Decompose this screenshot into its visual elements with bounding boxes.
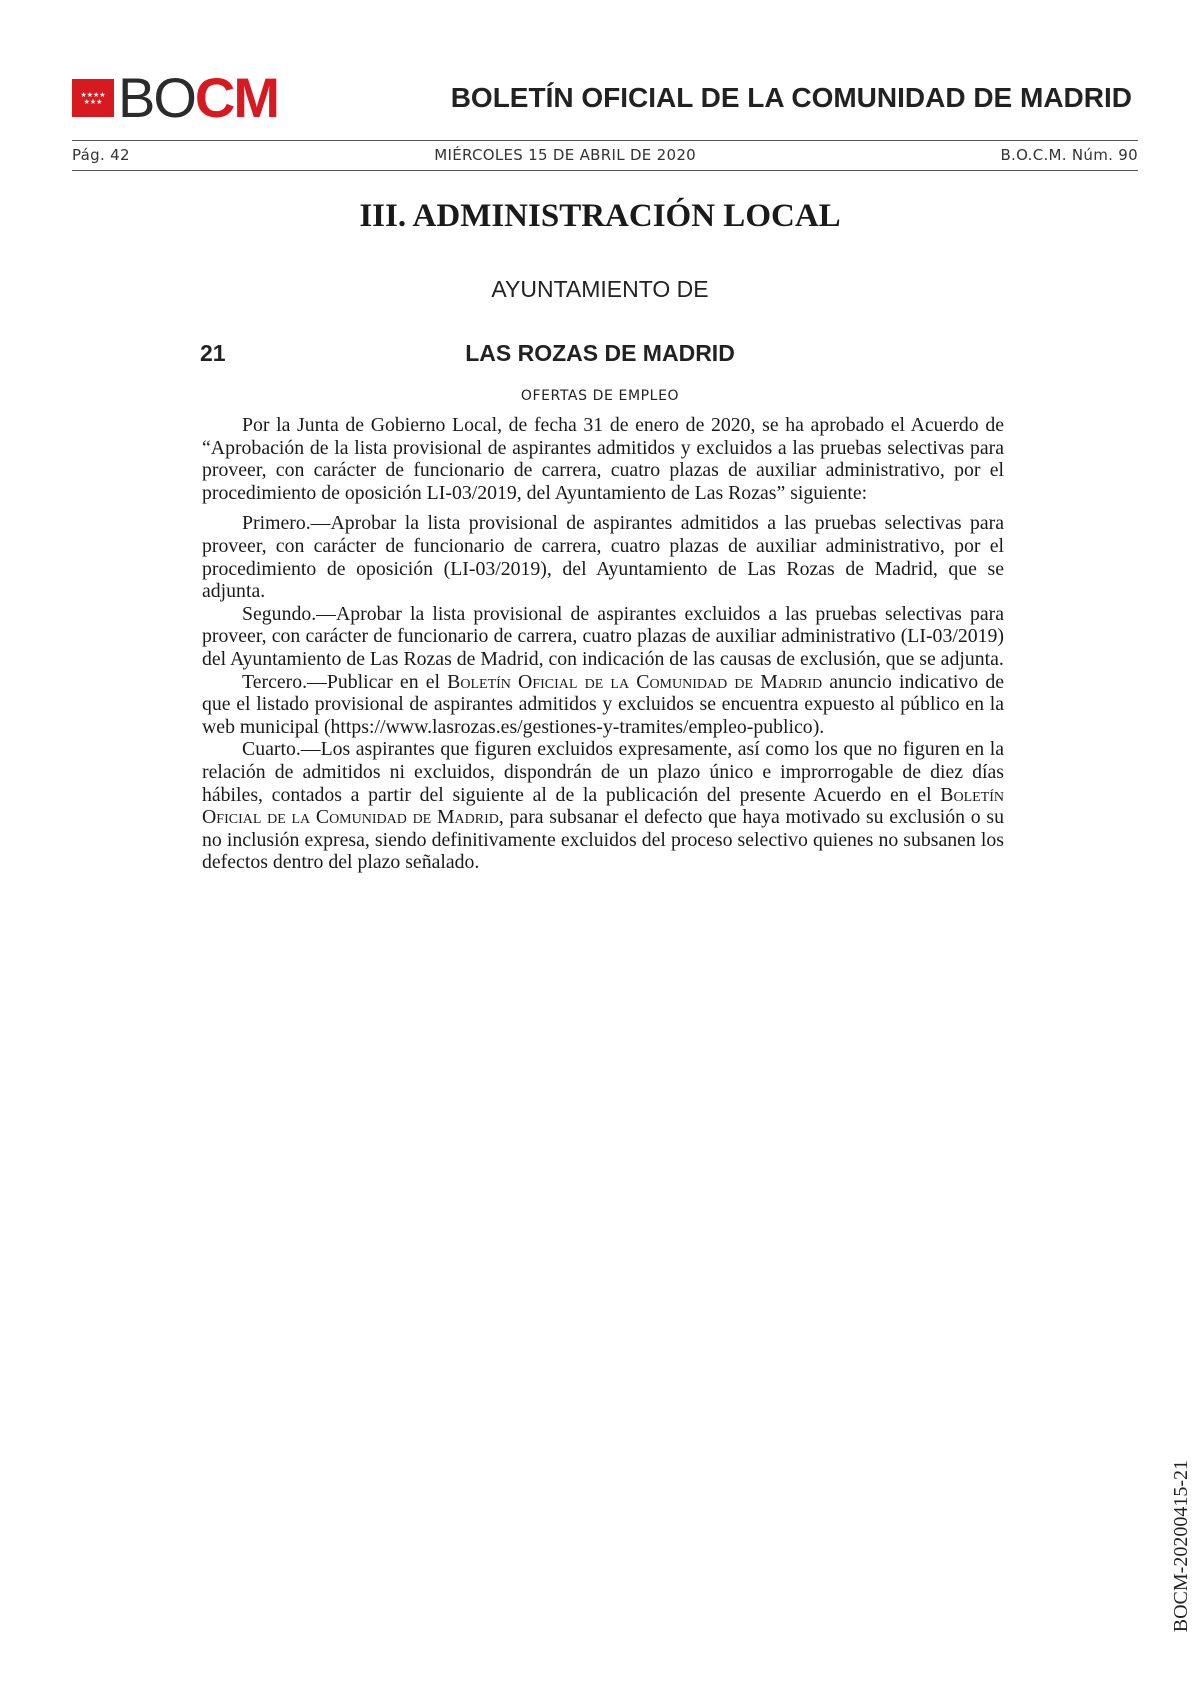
bocm-name-smallcaps: Boletín Oficial de la Comunidad de Madrid xyxy=(202,783,1004,829)
paragraph-tercero: Tercero.—Publicar en el Boletín Oficial de la Comunidad de Madrid anuncio indicativo de que el listado provisional de aspirantes admitidos y excluidos se encuentra expuesto al público en la web municipal (https://www.lasrozas.es/gestiones-y-tramites/empleo-publico). xyxy=(202,670,1004,738)
entry-number: 21 xyxy=(200,340,226,366)
authority-prefix: AYUNTAMIENTO DE xyxy=(491,276,709,302)
logo-wordmark: BOCM xyxy=(118,66,279,129)
subject-heading: OFERTAS DE EMPLEO xyxy=(520,388,680,404)
section-title: III. ADMINISTRACIÓN LOCAL xyxy=(359,198,841,234)
paragraph-cuarto: Cuarto.—Los aspirantes que figuren excluidos expresamente, así como los que no figuren en la relación de admitidos ni excluidos, dispondrán de un plazo único e improrrogable de diez días hábiles, contados a partir del siguiente al de la publicación del presente Acuerdo en el Boletín Oficial de la Comunidad de Madrid, para subsanar el defecto que haya motivado su exclusión o su no inclusión expresa, siendo definitivamente excluidos del proceso selectivo quienes no subsanen los defectos dentro del plazo señalado. xyxy=(202,738,1004,874)
bocm-logo xyxy=(72,66,279,129)
header-meta-row xyxy=(72,146,1138,164)
header-rule-bottom xyxy=(72,170,1138,171)
issue-number: B.O.C.M. Núm. 90 xyxy=(1000,146,1138,164)
bocm-name-smallcaps: Boletín Oficial de la Comunidad de Madrid xyxy=(447,670,823,693)
document-code: BOCM-20200415-21 xyxy=(1170,1460,1192,1633)
paragraph-primero: Primero.—Aprobar la lista provisional de aspirantes admitidos a las pruebas selectivas para proveer, con carácter de funcionario de carrera, cuatro plazas de auxiliar administrativo, por el procedimiento de oposición (LI-03/2019), del Ayuntamiento de Las Rozas de Madrid, que se adjunta. xyxy=(202,512,1004,603)
document-body xyxy=(202,414,1004,874)
issue-date: MIÉRCOLES 15 DE ABRIL DE 2020 xyxy=(434,146,697,164)
publication-title: BOLETÍN OFICIAL DE LA COMUNIDAD DE MADRID xyxy=(450,82,1132,113)
header-rule-top xyxy=(72,140,1138,141)
page-number: Pág. 42 xyxy=(72,146,130,164)
entity-name: LAS ROZAS DE MADRID xyxy=(465,340,735,366)
paragraph-intro: Por la Junta de Gobierno Local, de fecha 31 de enero de 2020, se ha aprobado el Acuerdo de “Aprobación de la lista provisional de aspirantes admitidos y excluidos a las pruebas selectivas para proveer, con carácter de funcionario de carrera, cuatro plazas de auxiliar administrativo, por el procedimiento de oposición LI-03/2019, del Ayuntamiento de Las Rozas” siguiente: xyxy=(202,414,1004,504)
madrid-flag-stars-icon: ★★★★ ★★★ xyxy=(72,79,114,117)
paragraph-segundo: Segundo.—Aprobar la lista provisional de aspirantes excluidos a las pruebas selectivas para proveer, con carácter de funcionario de carrera, cuatro plazas de auxiliar administrativo (LI-03/2019) del Ayuntamiento de Las Rozas de Madrid, con indicación de las causas de exclusión, que se adjunta. xyxy=(202,602,1004,670)
